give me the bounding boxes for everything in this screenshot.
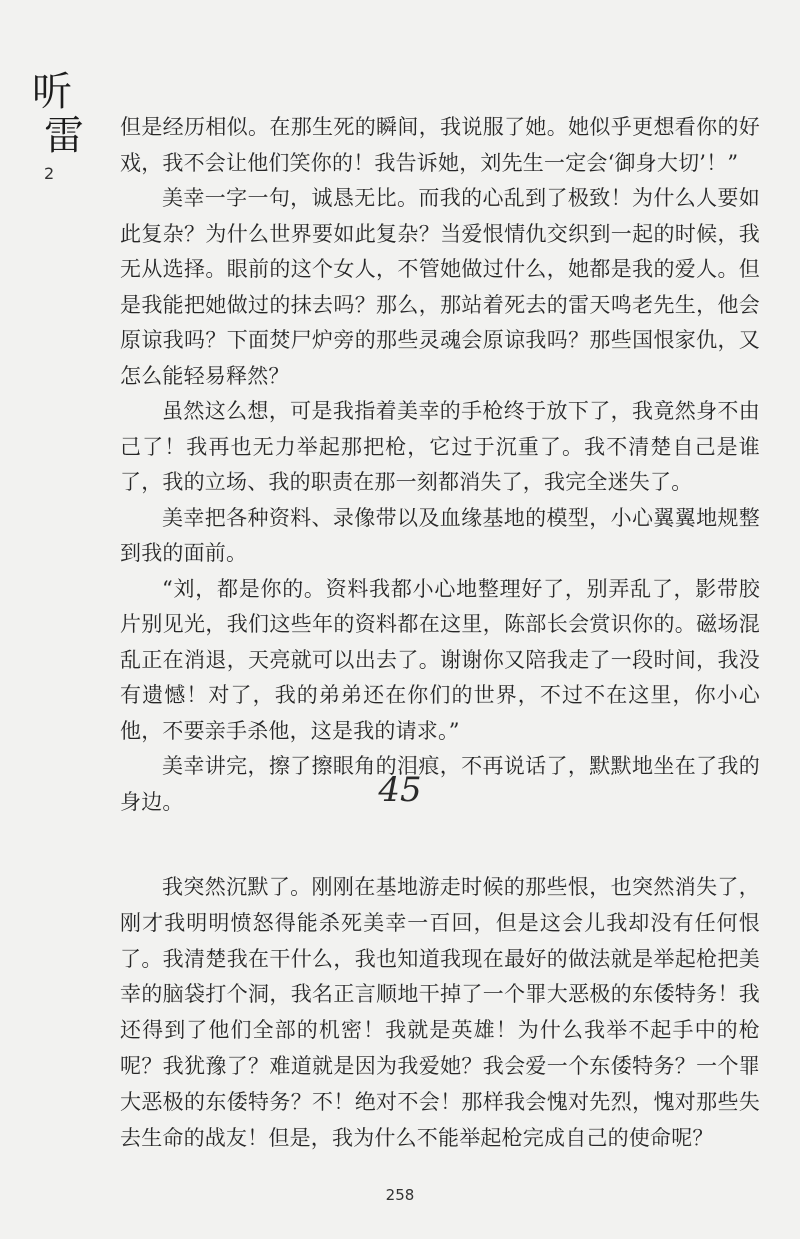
paragraph-4: 美幸把各种资料、录像带以及血缘基地的模型，小心翼翼地规整到我的面前。 [120,505,760,565]
chapter-paragraph-1: 我突然沉默了。刚刚在基地游走时候的那些恨，也突然消失了，刚才我明明愤怒得能杀死美幸一百回，但是这会儿我却没有任何恨了。我清楚我在干什么，我也知道我现在最好的做法就是举起枪把美幸的脑袋打个洞，我名正言顺地干掉了一个罪大恶极的东倭特务！我还得到了他们全部的机密！我就是英雄！为什么我举不起手中的枪呢？我犹豫了？难道就是因为我爱她？我会爱一个东倭特务？一个罪大恶极的东倭特务？不！绝对不会！那样我会愧对先烈，愧对那些失去生命的战友！但是，我为什么不能举起枪完成自己的使命呢？ [120,875,760,1150]
volume-number: 2 [44,164,55,183]
paragraph-5: “刘，都是你的。资料我都小心地整理好了，别弄乱了，影带胶片别见光，我们这些年的资料都在这里，陈部长会赏识你的。磁场混乱正在消退，天亮就可以出去了。谢谢你又陪我走了一段时间，我没有遗憾！对了，我的弟弟还在你们的世界，不过不在这里，你小心他，不要亲手杀他，这是我的请求。” [120,576,760,743]
paragraph-6: 美幸讲完，擦了擦眼角的泪痕，不再说话了，默默地坐在了我的身边。 [120,754,760,814]
book-title [32,69,88,159]
body-text-top [120,110,760,820]
running-head [32,69,88,159]
paragraph-2: 美幸一字一句，诚恳无比。而我的心乱到了极致！为什么人要如此复杂？为什么世界要如此复杂？当爱恨情仇交织到一起的时候，我无从选择。眼前的这个女人，不管她做过什么，她都是我的爱人。但是我能把她做过的抹去吗？那么，那站着死去的雷天鸣老先生，他会原谅我吗？下面焚尸炉旁的那些灵魂会原谅我吗？那些国恨家仇，又怎么能轻易释然？ [120,186,760,388]
chapter-number: 45 [378,770,422,810]
chapter-body [120,870,760,1156]
paragraph-1: 但是经历相似。在那生死的瞬间，我说服了她。她似乎更想看你的好戏，我不会让他们笑你的！我告诉她，刘先生一定会‘御身大切’！” [120,115,760,175]
page-number: 258 [385,1186,415,1204]
paragraph-3: 虽然这么想，可是我指着美幸的手枪终于放下了，我竟然身不由己了！我再也无力举起那把枪，它过于沉重了。我不清楚自己是谁了，我的立场、我的职责在那一刻都消失了，我完全迷失了。 [120,399,760,494]
book-title-char-1: 听 [32,69,72,115]
book-title-char-2: 雷 [44,113,84,159]
